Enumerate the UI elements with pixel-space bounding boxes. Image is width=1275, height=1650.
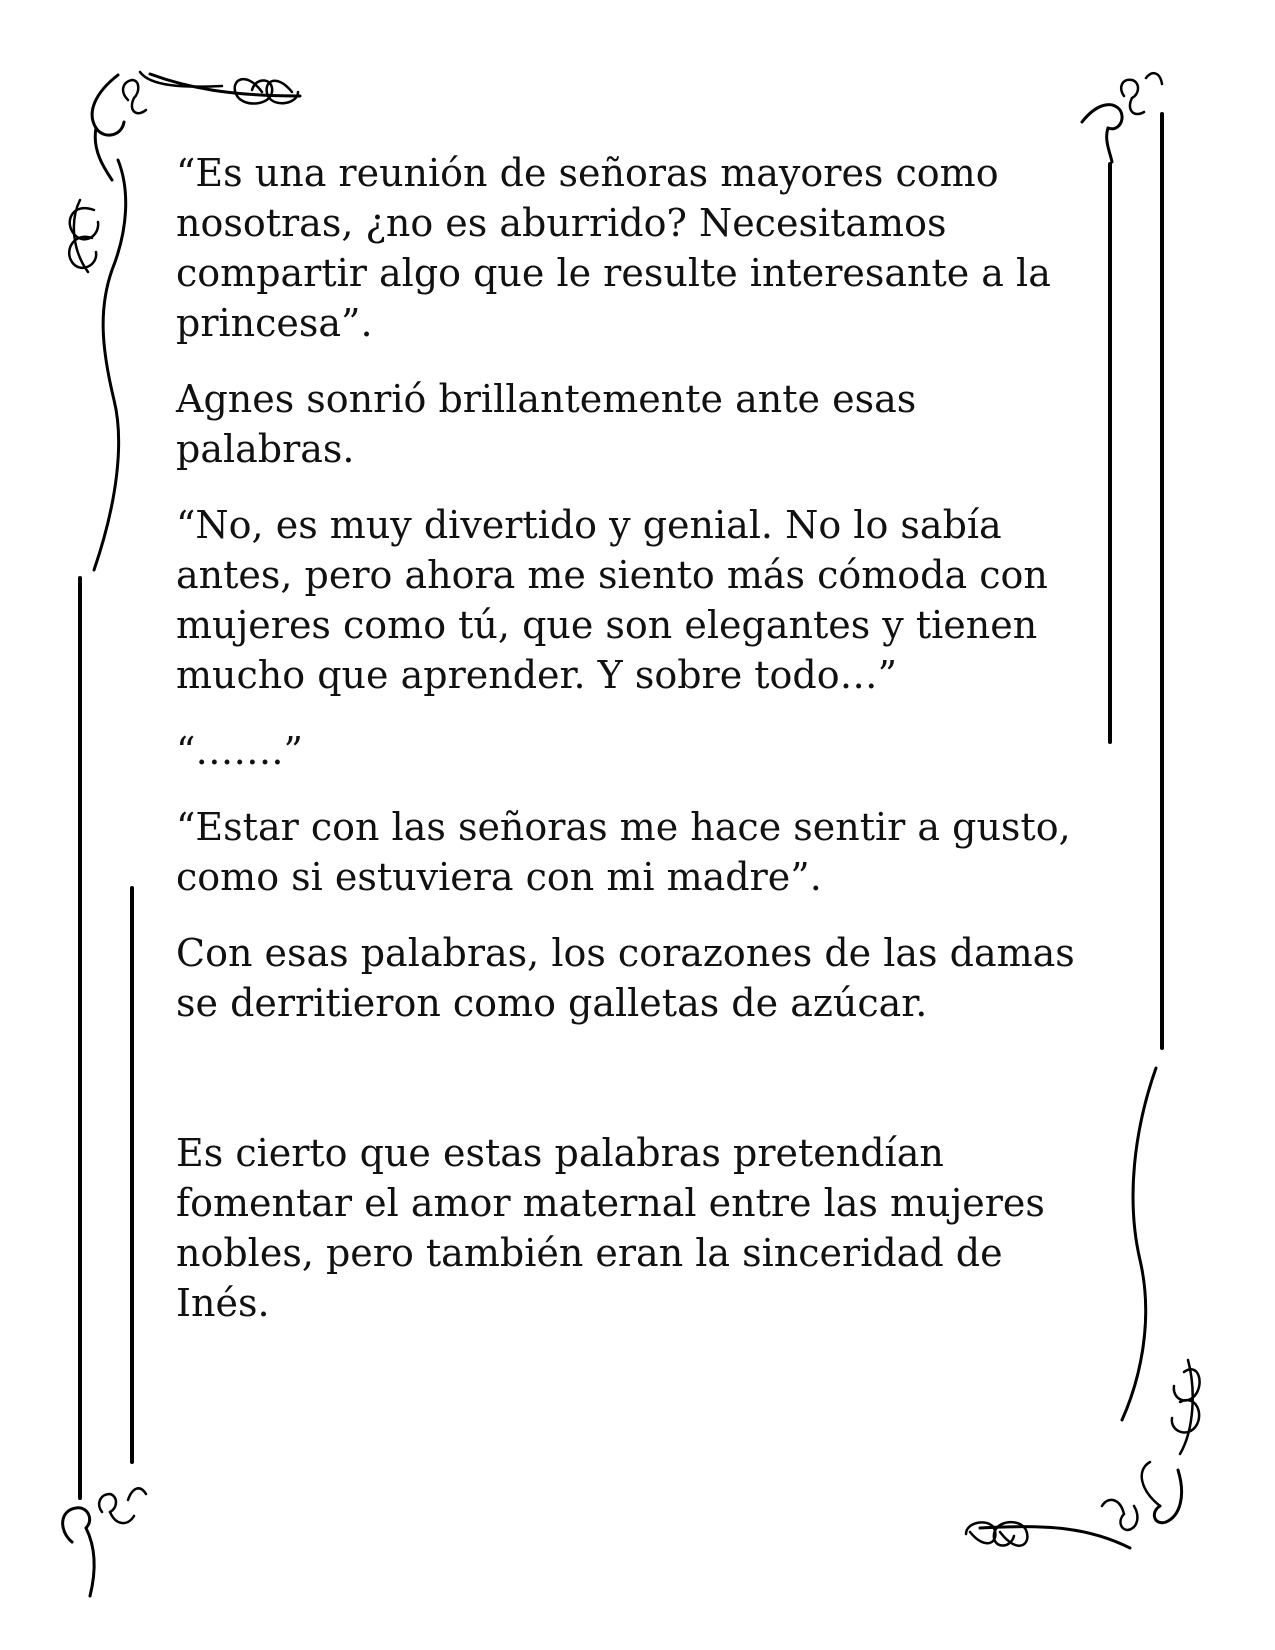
- paragraph-1: “Es una reunión de señoras mayores como nosotras, ¿no es aburrido? Necesitamos compartir algo que le resulte interesante a la princesa”.: [176, 151, 1051, 345]
- paragraph-7: Es cierto que estas palabras pretendían fomentar el amor maternal entre las mujeres nobles, pero también eran la sinceridad de Inés.: [176, 1131, 1045, 1325]
- paragraph-6: Con esas palabras, los corazones de las damas se derritieron como galletas de azúcar.: [176, 931, 1075, 1025]
- paragraph-5: “Estar con las señoras me hace sentir a gusto, como si estuviera con mi madre”.: [176, 805, 1071, 899]
- top-right-flourish: [1082, 73, 1162, 162]
- bottom-left-flourish: [63, 1488, 146, 1596]
- paragraph-3: “No, es muy divertido y genial. No lo sabía antes, pero ahora me siento más cómoda con mujeres como tú, que son elegantes y tienen mucho que aprender. Y sobre todo…”: [176, 503, 1048, 697]
- story-text: [176, 148, 1076, 1354]
- paragraph-4: “…….”: [176, 729, 303, 773]
- paragraph-2: Agnes sonrió brillantemente ante esas palabras.: [176, 377, 917, 471]
